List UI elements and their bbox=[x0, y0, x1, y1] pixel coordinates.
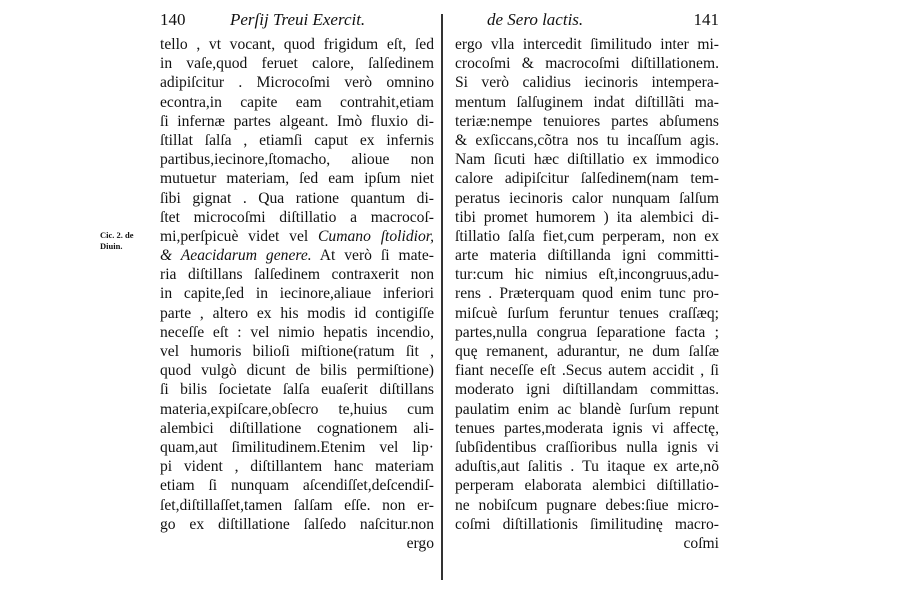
text-line: aduſtis,aut ſalitis . Tu itaque ex arte,nõ bbox=[455, 458, 719, 476]
text-line: tibi promet humorem ) ita alembici di- bbox=[455, 208, 719, 226]
text-line: calore adipiſcitur ſalſedinem(nam tem- bbox=[455, 170, 719, 188]
left-page-body bbox=[160, 35, 434, 553]
text-line: ergo bbox=[406, 534, 434, 552]
text-line: coſmi bbox=[683, 534, 719, 552]
text-line: fiant neceſſe eſt .Secus autem accidit , ſi bbox=[455, 362, 719, 380]
text-line: ne nobiſcum pugnare debes:ſiue micro- bbox=[455, 496, 719, 514]
text-line: econtra,in capite eam contrahit,etiam bbox=[160, 93, 434, 111]
text-line bbox=[160, 227, 434, 246]
margin-note-line: Cic. 2. de bbox=[100, 230, 134, 240]
text-segment: At verò ſi mate- bbox=[311, 247, 434, 265]
text-line: ſtet microcoſmi diſtillatio a macrocoſ- bbox=[160, 208, 434, 226]
text-line: materia,expiſcare,obſecro te,huius cum bbox=[160, 400, 434, 418]
text-line: partibus,iecinore,ſtomacho, alioue non bbox=[160, 151, 434, 169]
text-line: pi vident , diſtillantem hanc materiam bbox=[160, 458, 434, 476]
text-line: quod vulgò dicunt de bilis permiſtione) bbox=[160, 362, 434, 380]
running-head: Perſij Treui Exercit. bbox=[230, 10, 366, 29]
text-line: ſibi gignat . Qua ratione quantum di- bbox=[160, 189, 434, 207]
text-line: ſet,diſtillaſſet,tamen ſalſam eſſe. non er- bbox=[160, 496, 434, 514]
text-line: go ex diſtillatione ſalſedo naſcitur.non bbox=[160, 515, 434, 533]
text-line: teriæ:nempe tenuiores partes abſumens bbox=[455, 112, 719, 130]
text-line: in vaſe,quod feruet calore, ſalſedinem bbox=[160, 55, 434, 73]
text-line: ſtillatio ſalſa fiet,cum perperam, non ex bbox=[455, 227, 719, 245]
margin-note-line: Diuin. bbox=[100, 241, 123, 251]
text-line: alembici diſtillatione cognationem ali- bbox=[160, 419, 434, 437]
text-line: neceſſe eſt : vel nimio hepatis incendio, bbox=[160, 323, 434, 341]
text-line: Nam ſicuti hæc diſtillatio ex immodico bbox=[455, 151, 719, 169]
left-page-header bbox=[160, 10, 434, 32]
text-line: tur:cum hic nimius eſt,incongruus,adu- bbox=[455, 266, 719, 284]
text-line: mutuetur materiam, ſed eam ipſum niet bbox=[160, 170, 434, 188]
text-line: ſi bilis ſocietate ſalſa euaſerit diſtillans bbox=[160, 381, 434, 399]
text-line: vel humoris bilioſi miſtione(ratum ſit , bbox=[160, 343, 434, 360]
text-line: partes,nulla congrua ſeparatione facta ; bbox=[455, 323, 719, 341]
text-line: rens . Præterquam quod enim tunc pro- bbox=[455, 285, 719, 303]
text-line: crocoſmi & macrocoſmi diſtillationem. bbox=[455, 55, 719, 73]
page-number: 140 bbox=[160, 10, 186, 29]
text-line: etiam ſi nunquam aſcendiſſet,deſcendiſ- bbox=[160, 477, 434, 495]
text-line: adipiſcitur . Microcoſmi verò omnino bbox=[160, 74, 434, 92]
text-line: parte , altero ex his modis id contigiſſe bbox=[160, 304, 434, 322]
text-line: miſcuè ſurſum feruntur tenues craſſæq; bbox=[455, 304, 719, 322]
margin-note bbox=[100, 230, 134, 252]
italic-text: Cumano ſtolidior, bbox=[318, 227, 434, 245]
text-line: quam,aut ſimilitudinem.Etenim vel lip· bbox=[160, 438, 434, 456]
text-line: in capite,ſed in iecinore,aliaue inferiori bbox=[160, 285, 434, 303]
text-line bbox=[160, 246, 434, 265]
right-page-header bbox=[455, 10, 719, 32]
text-line: ſubſidentibus craſſioribus nulla ignis vi bbox=[455, 438, 719, 456]
text-line: quę remanent, adurantur, ne dum ſalſæ bbox=[455, 343, 719, 360]
text-segment: mi,perſpicuè videt vel bbox=[160, 227, 319, 245]
text-line: tenues partes,moderata ignis vi affectę, bbox=[455, 419, 719, 437]
text-line: paulatim enim ac blandè ſurſum repunt bbox=[455, 400, 719, 418]
page-number: 141 bbox=[693, 10, 719, 29]
text-line: Si verò calidius iecinoris intempera- bbox=[455, 74, 719, 92]
text-line: coſmi diſtillationis ſimilitudinę macro- bbox=[455, 515, 719, 533]
text-line: arte materia diſtillanda igni committi- bbox=[455, 247, 719, 265]
running-head: de Sero lactis. bbox=[487, 10, 584, 29]
text-line: perperam elaborata alembici diſtillatio- bbox=[455, 477, 719, 495]
text-line: tello , vt vocant, quod frigidum eſt, ſed bbox=[160, 36, 434, 53]
right-page-body bbox=[455, 35, 719, 553]
text-line: ſtillat ſalſa , etiamſi caput ex infernis bbox=[160, 131, 434, 149]
text-line: ergo vlla intercedit ſimilitudo inter mi- bbox=[455, 36, 719, 53]
text-line: ria diſtillans ſalſedinem contraxerit non bbox=[160, 266, 434, 284]
italic-text: & Aeacidarum genere. bbox=[160, 247, 312, 265]
text-line: moderato igni diſtillandam committas. bbox=[455, 381, 719, 399]
text-line: mentum ſalſuginem indat diſtillãti ma- bbox=[455, 93, 719, 111]
book-spine-divider bbox=[441, 14, 443, 580]
text-line: & exſiccans,cõtra nos tu incaſſum agis. bbox=[455, 131, 719, 149]
text-line: peratus iecinoris calor nunquam ſalſum bbox=[455, 189, 719, 207]
text-line: ſi infernæ partes algeant. Imò fluxio di- bbox=[160, 112, 434, 130]
